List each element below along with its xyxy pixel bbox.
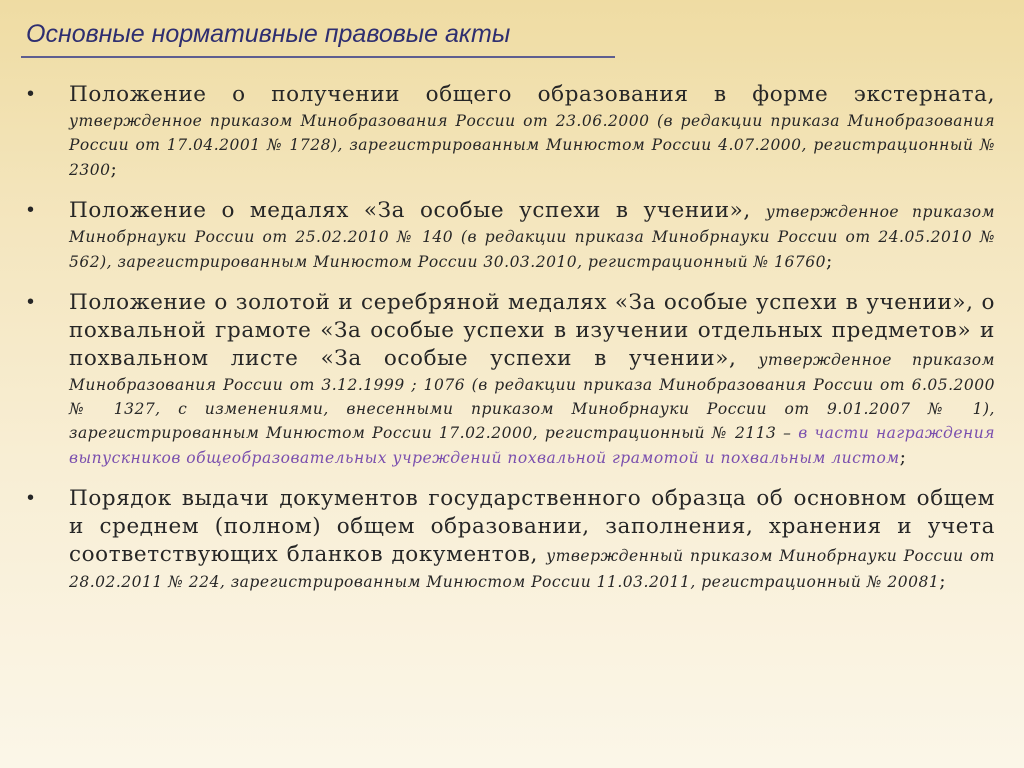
bullet-main-text: Порядок выдачи документов государственного образца об основном общем и среднем (полном) общем образовании, заполнения, хранения и учета соответствующих бланков документов, (69, 486, 995, 567)
bullet-detail-text: утвержденное приказом Минобразования России от 3.12.1999 ; 1076 (в редакции приказа Минобразования России от 6.05.2000 № 1327, с изменениями, внесенными приказом Минобрнауки России от 9.01.2007 № 1), зарегистрированным Минюстом России 17.02.2000, регистрационный № 2113 – (69, 351, 995, 442)
bullet-item-medals (0, 197, 995, 274)
bullet-end-mark: ; (939, 570, 946, 592)
bullet-detail-text: утвержденное приказом Минобразования России от 23.06.2000 (в редакции приказа Минобразования России от 17.04.2001 № 1728), зарегистрированным Минюстом России 4.07.2000, регистрационный № 2300 (69, 112, 995, 179)
bullet-marker: • (27, 83, 35, 105)
bullet-marker: • (27, 199, 35, 221)
bullet-detail-text: утвержденное приказом Минобрнауки России от 25.02.2010 № 140 (в редакции приказа Минобрнауки России от 24.05.2010 № 562), зарегистрированным Минюстом России 30.03.2010, регистрационный № 16760 (69, 203, 995, 271)
bullet-main-text: Положение о получении общего образования в форме экстерната, (69, 82, 995, 107)
bullet-item-gold-silver-medals (0, 289, 995, 470)
bullet-highlight-text: в части награждения выпускников общеобразовательных учреждений похвальной грамотой и похвальным листом (69, 424, 995, 467)
bullet-text (69, 197, 995, 274)
bullet-marker: • (27, 291, 35, 313)
bullet-main-text: Положение о золотой и серебряной медалях «За особые успехи в учении», о похвальной грамоте «За особые успехи в изучении отдельных предметов» и похвальном листе «За особые успехи в учении», (69, 290, 995, 371)
bullet-detail-text: утвержденный приказом Минобрнауки России от 28.02.2011 № 224, зарегистрированным Минюстом России 11.03.2011, регистрационный № 20081 (69, 547, 995, 591)
bullet-text (69, 289, 995, 470)
bullet-item-documents-order (0, 485, 995, 594)
bullet-end-mark: ; (899, 446, 907, 468)
title-underline (21, 56, 615, 58)
bullet-item-externat (0, 81, 995, 182)
bullet-text (69, 485, 995, 594)
bullet-marker: • (27, 487, 35, 509)
slide-title: Основные нормативные правовые акты (26, 20, 511, 48)
bullet-list (0, 81, 1024, 609)
bullet-main-text: Положение о медалях «За особые успехи в учении», (69, 198, 766, 223)
bullet-end-mark: ; (110, 158, 117, 180)
bullet-text (69, 81, 995, 182)
bullet-end-mark: ; (825, 250, 833, 272)
